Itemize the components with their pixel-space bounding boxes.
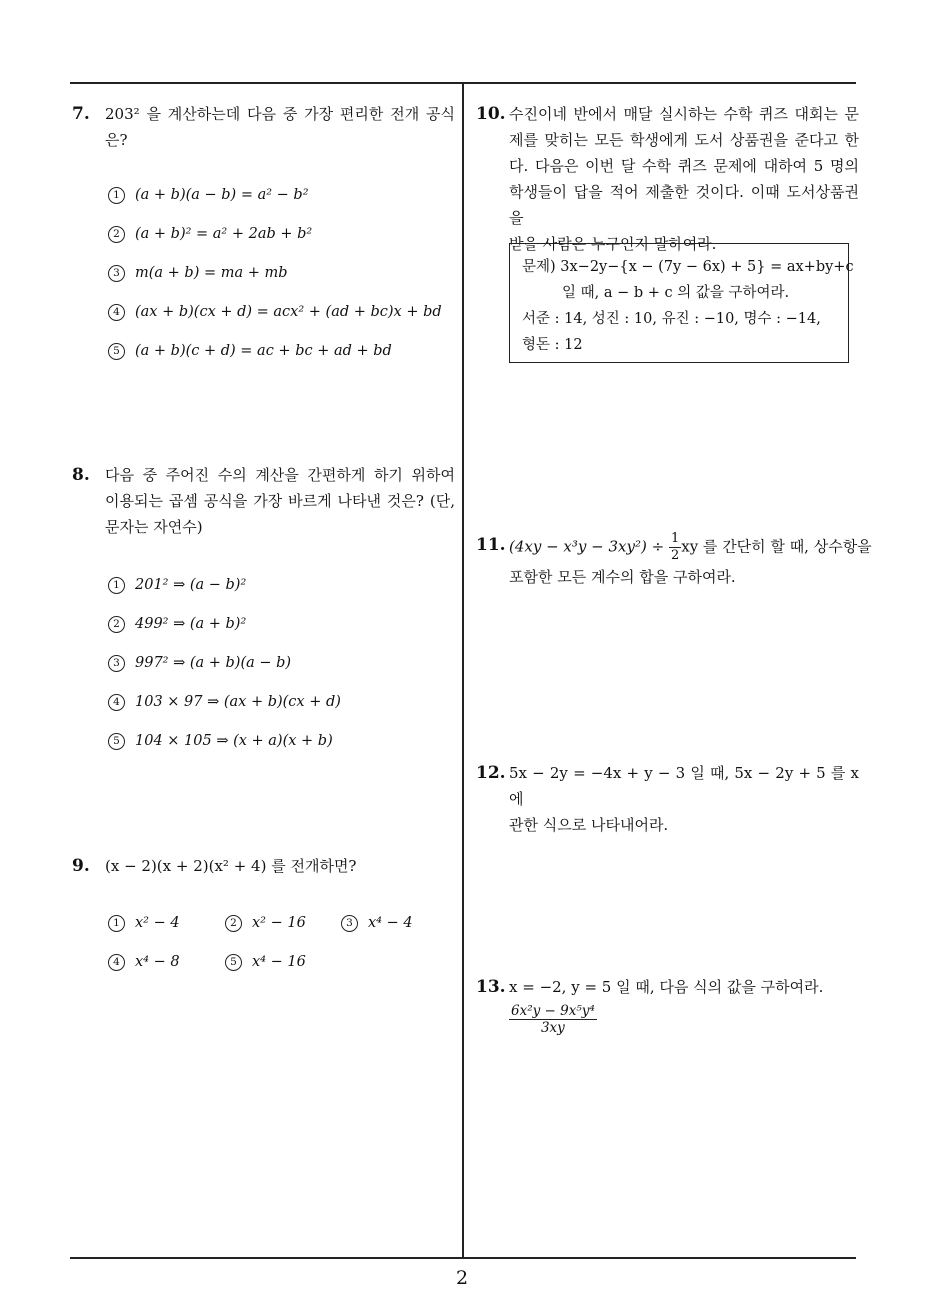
option-mark: 1 [108, 915, 125, 932]
option-mark: 2 [108, 226, 125, 243]
option-3[interactable]: 3 m(a + b) = ma + mb [108, 265, 288, 282]
option-2[interactable]: 2 499² ⇒ (a + b)² [108, 616, 246, 633]
option-4[interactable]: 4 (ax + b)(cx + d) = acx² + (ad + bc)x + bd [108, 304, 442, 321]
option-3[interactable]: 3 x⁴ − 4 [341, 915, 413, 932]
question-number: 9. [72, 856, 90, 876]
question-text: 수진이네 반에서 매달 실시하는 수학 퀴즈 대회는 문 제를 맞히는 모든 학생에게 도서 상품권을 준다고 한 다. 다음은 이번 달 수학 퀴즈 문제에 대하여 5 명의 학생들이 답을 적어 제출한 것이다. 이때 도서상품권을 받을 사람은 누구인지 말하여라. [509, 105, 859, 253]
option-mark: 1 [108, 577, 125, 594]
option-1[interactable]: 1 x² − 4 [108, 915, 180, 932]
option-mark: 2 [225, 915, 242, 932]
option-4[interactable]: 4 103 × 97 ⇒ (ax + b)(cx + d) [108, 694, 341, 711]
question-number: 13. [476, 977, 506, 997]
box-line-1: 문제) 3x−2y−{x − (7y − 6x) + 5} = ax+by+c [522, 259, 854, 275]
box-line-2: 일 때, a − b + c 의 값을 구하여라. [562, 285, 790, 301]
question-text: (x − 2)(x + 2)(x² + 4) 를 전개하면? [105, 857, 357, 875]
question-text: x = −2, y = 5 일 때, 다음 식의 값을 구하여라. [509, 978, 824, 996]
option-3[interactable]: 3 997² ⇒ (a + b)(a − b) [108, 655, 291, 672]
question-number: 12. [476, 763, 506, 783]
option-5[interactable]: 5 104 × 105 ⇒ (x + a)(x + b) [108, 733, 333, 750]
option-mark: 5 [225, 954, 242, 971]
box-line-3: 서준 : 14, 성진 : 10, 유진 : −10, 명수 : −14, [522, 311, 821, 327]
option-4[interactable]: 4 x⁴ − 8 [108, 954, 180, 971]
problem-box [509, 243, 854, 363]
option-mark: 4 [108, 304, 125, 321]
question-text: 다음 중 주어진 수의 계산을 간편하게 하기 위하여 이용되는 곱셈 공식을 가장 바르게 나타낸 것은? (단, 문자는 자연수) [105, 466, 455, 536]
expression-fraction: $\frac{\text{6x²y − 9x⁵y⁴}}{3xy}$ [511, 1003, 595, 1036]
option-mark: 4 [108, 954, 125, 971]
question-text: 5x − 2y = −4x + y − 3 일 때, 5x − 2y + 5 를 x 에 관한 식으로 나타내어라. [509, 764, 859, 834]
option-1[interactable]: 1 (a + b)(a − b) = a² − b² [108, 187, 309, 204]
option-5[interactable]: 5 x⁴ − 16 [225, 954, 306, 971]
question-number: 10. [476, 104, 506, 124]
option-mark: 5 [108, 733, 125, 750]
option-mark: 4 [108, 694, 125, 711]
option-mark: 3 [108, 265, 125, 282]
fraction: $\frac{1}{2}$ [670, 531, 680, 563]
bottom-rule [70, 1257, 856, 1259]
column-divider [462, 83, 464, 1258]
option-2[interactable]: 2 (a + b)² = a² + 2ab + b² [108, 226, 312, 243]
option-mark: 2 [108, 616, 125, 633]
option-2[interactable]: 2 x² − 16 [225, 915, 306, 932]
question-text: (4xy − x³y − 3xy²) ÷ $\frac{1}{2}$ xy 를 간단히 할 때, 상수항을 포함한 모든 계수의 합을 구하여라. [509, 531, 872, 586]
question-number: 8. [72, 465, 90, 485]
option-1[interactable]: 1 201² ⇒ (a − b)² [108, 577, 246, 594]
option-mark: 3 [108, 655, 125, 672]
question-number: 11. [476, 535, 506, 555]
question-text: 203² 을 계산하는데 다음 중 가장 편리한 전개 공식 은? [105, 105, 455, 149]
option-5[interactable]: 5 (a + b)(c + d) = ac + bc + ad + bd [108, 343, 392, 360]
box-line-4: 형돈 : 12 [522, 337, 583, 353]
question-number: 7. [72, 104, 90, 124]
page-number: 2 [456, 1267, 469, 1289]
option-mark: 3 [341, 915, 358, 932]
option-mark: 5 [108, 343, 125, 360]
option-mark: 1 [108, 187, 125, 204]
